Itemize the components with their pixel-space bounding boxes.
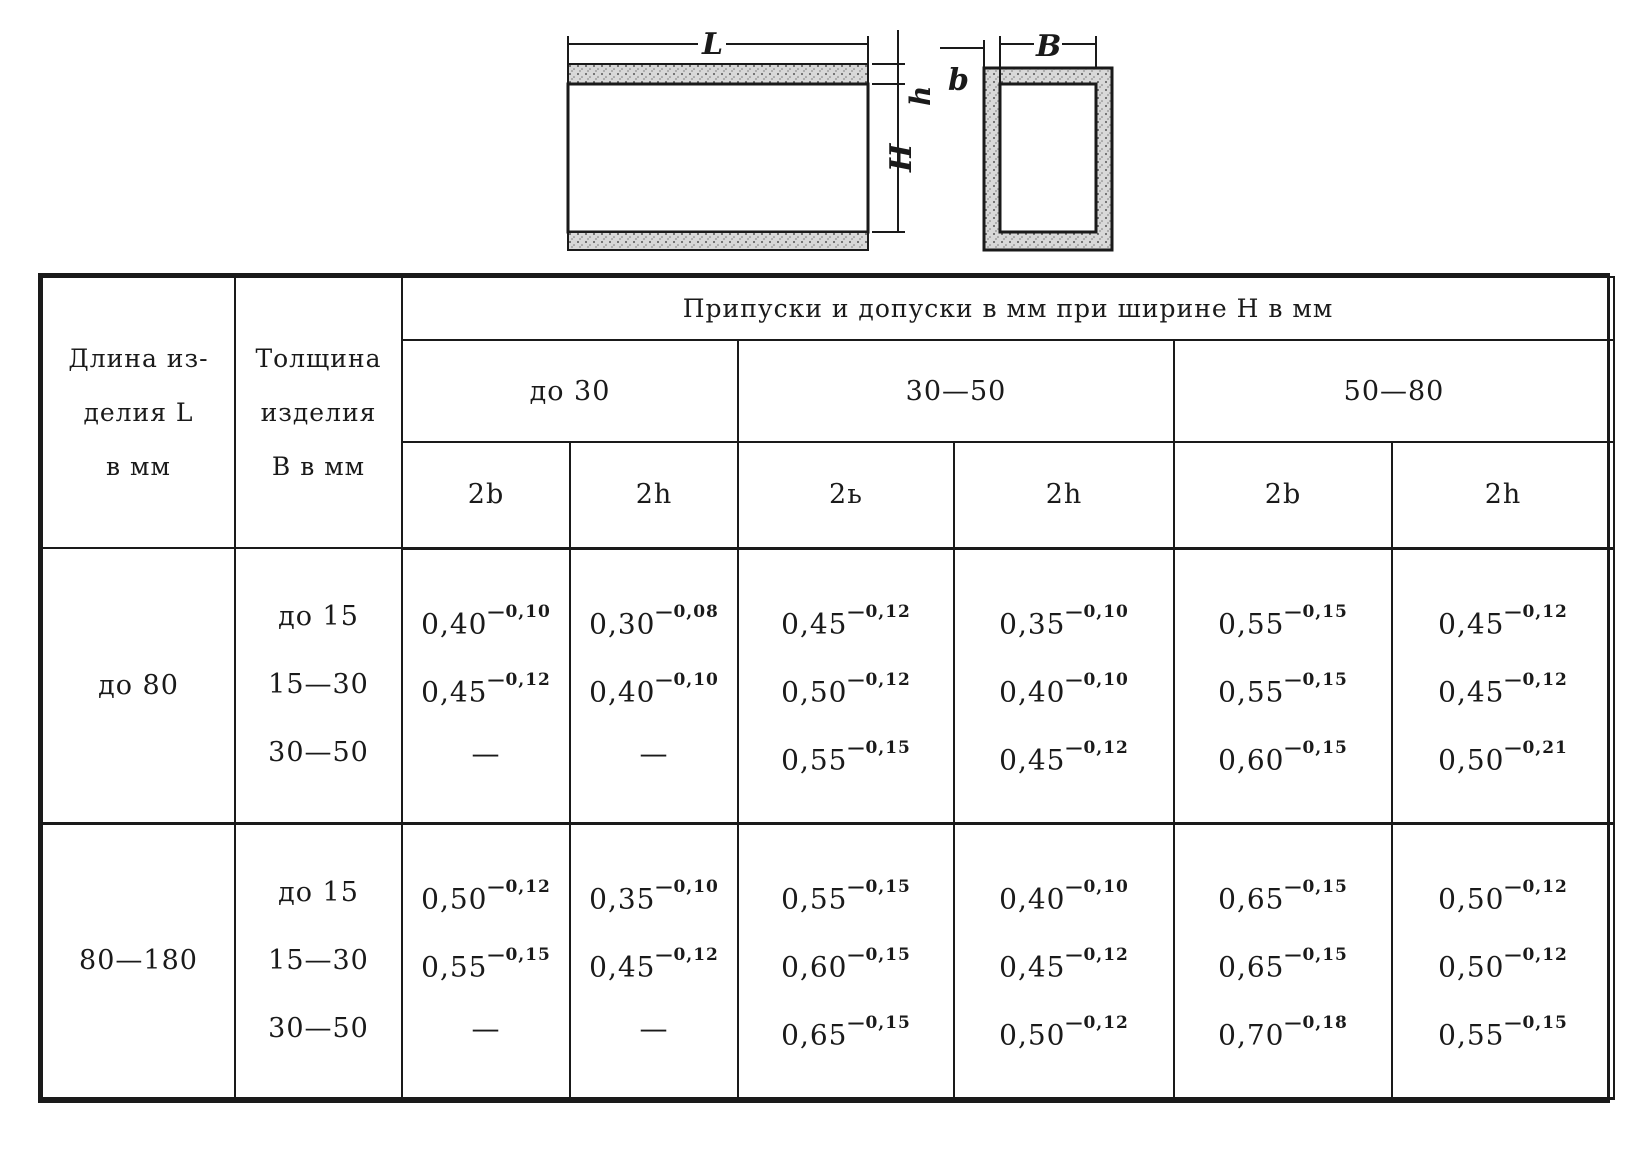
tolerance-superscript: —0,10 <box>655 669 719 690</box>
label-B: B <box>1036 29 1062 64</box>
allowance-value <box>1175 927 1391 995</box>
allowance-nominal: — <box>639 1011 669 1045</box>
allowance-nominal: 0,45 <box>421 675 488 709</box>
value-cell <box>402 823 570 1098</box>
value-cell <box>954 548 1174 823</box>
tolerance-superscript: —0,15 <box>1284 601 1348 622</box>
allowance-value <box>739 859 953 927</box>
allowance-nominal: 0,55 <box>781 743 848 777</box>
allowance-value <box>739 584 953 652</box>
allowance-value <box>1393 995 1613 1063</box>
header-thickness-line-3: B в мм <box>271 451 366 481</box>
allowance-value <box>571 927 737 995</box>
header-thickness <box>235 277 402 548</box>
allowance-nominal: 0,50 <box>999 1018 1066 1052</box>
tolerance-superscript: —0,12 <box>655 944 719 965</box>
allowance-value <box>1175 995 1391 1063</box>
thickness-cell <box>235 548 402 823</box>
thickness-cell <box>235 823 402 1098</box>
table-body <box>42 548 1614 1098</box>
header-length-line-1: Длина из- <box>68 343 209 373</box>
allowance-nominal: 0,60 <box>781 950 848 984</box>
allowance-nominal: 0,40 <box>589 675 656 709</box>
tolerance-superscript: —0,15 <box>847 1012 911 1033</box>
value-cell <box>402 548 570 823</box>
allowance-nominal: 0,55 <box>421 950 488 984</box>
allowance-value <box>1393 720 1613 788</box>
thickness-value: 15—30 <box>268 669 369 701</box>
allowance-nominal: 0,65 <box>1218 950 1285 984</box>
allowance-value <box>1175 720 1391 788</box>
allowance-value <box>403 720 569 788</box>
value-cell <box>1392 823 1614 1098</box>
tolerance-superscript: —0,10 <box>655 876 719 897</box>
tolerance-superscript: —0,15 <box>847 876 911 897</box>
tolerance-superscript: —0,12 <box>487 876 551 897</box>
thickness-value: 30—50 <box>268 737 369 769</box>
value-cell <box>1174 548 1392 823</box>
tolerance-superscript: —0,18 <box>1284 1012 1348 1033</box>
tolerance-superscript: —0,12 <box>847 669 911 690</box>
value-cell <box>570 548 738 823</box>
tolerance-superscript: —0,12 <box>847 601 911 622</box>
allowance-nominal: 0,45 <box>1438 675 1505 709</box>
sub-col-3: 2ь <box>738 442 954 548</box>
allowance-value <box>1393 584 1613 652</box>
allowance-value <box>571 995 737 1063</box>
allowance-nominal: 0,50 <box>1438 743 1505 777</box>
allowance-value <box>403 584 569 652</box>
front-view <box>568 27 937 250</box>
value-cell <box>1392 548 1614 823</box>
thickness-value: 30—50 <box>268 1012 369 1044</box>
header-title: Припуски и допуски в мм при ширине H в мм <box>402 277 1614 340</box>
allowance-value <box>1393 859 1613 927</box>
allowance-nominal: 0,55 <box>1218 675 1285 709</box>
header-length-line-2: делия L <box>83 397 194 427</box>
width-range-2: 30—50 <box>738 340 1174 442</box>
tolerance-superscript: —0,08 <box>655 601 719 622</box>
sub-col-4: 2h <box>954 442 1174 548</box>
value-cell <box>570 823 738 1098</box>
allowance-nominal: 0,45 <box>999 743 1066 777</box>
allowance-nominal: — <box>471 1011 501 1045</box>
sub-col-5: 2b <box>1174 442 1392 548</box>
allowance-value <box>739 995 953 1063</box>
tolerance-superscript: —0,12 <box>1065 737 1129 758</box>
value-cell <box>738 548 954 823</box>
label-L: L <box>702 27 724 62</box>
thickness-value: до 15 <box>278 601 359 633</box>
allowance-nominal: 0,45 <box>781 607 848 641</box>
value-cell <box>954 823 1174 1098</box>
header-thickness-line-2: изделия <box>260 397 377 427</box>
tolerance-superscript: —0,12 <box>1504 669 1568 690</box>
table-row <box>42 823 1614 1098</box>
allowance-value <box>1175 584 1391 652</box>
thickness-value: до 15 <box>278 876 359 908</box>
allowance-value <box>739 652 953 720</box>
allowance-nominal: 0,50 <box>421 882 488 916</box>
tolerance-superscript: —0,12 <box>1504 944 1568 965</box>
allowance-nominal: 0,55 <box>781 882 848 916</box>
tolerance-superscript: —0,15 <box>1284 737 1348 758</box>
allowance-value <box>1393 927 1613 995</box>
allowance-nominal: 0,55 <box>1218 607 1285 641</box>
tolerance-superscript: —0,12 <box>487 669 551 690</box>
tolerance-superscript: —0,12 <box>1065 1012 1129 1033</box>
tolerance-superscript: —0,12 <box>1065 944 1129 965</box>
header-length-line-3: в мм <box>106 451 171 481</box>
table-row <box>42 548 1614 823</box>
allowance-value <box>955 652 1173 720</box>
part-diagram <box>0 0 1638 270</box>
tolerance-table <box>38 273 1610 1103</box>
label-H: H <box>884 143 919 172</box>
allowance-nominal: 0,40 <box>421 607 488 641</box>
label-h: h <box>904 85 937 106</box>
allowance-nominal: 0,45 <box>1438 607 1505 641</box>
allowance-value <box>739 720 953 788</box>
sub-col-1: 2b <box>402 442 570 548</box>
allowance-value <box>955 720 1173 788</box>
tolerance-superscript: —0,15 <box>487 944 551 965</box>
tolerance-superscript: —0,12 <box>1504 601 1568 622</box>
allowance-value <box>571 720 737 788</box>
sub-col-2: 2h <box>570 442 738 548</box>
allowance-value <box>403 927 569 995</box>
tolerance-superscript: —0,15 <box>847 944 911 965</box>
tolerance-superscript: —0,10 <box>1065 601 1129 622</box>
allowance-nominal: 0,35 <box>589 882 656 916</box>
allowance-value <box>955 995 1173 1063</box>
sub-col-6: 2h <box>1392 442 1614 548</box>
allowance-nominal: 0,50 <box>1438 882 1505 916</box>
allowance-value <box>955 584 1173 652</box>
width-range-1: до 30 <box>402 340 738 442</box>
tolerance-superscript: —0,15 <box>1504 1012 1568 1033</box>
allowance-nominal: 0,40 <box>999 675 1066 709</box>
side-view <box>940 28 1112 250</box>
allowance-nominal: — <box>639 736 669 770</box>
allowance-value <box>403 859 569 927</box>
tolerance-superscript: —0,15 <box>1284 944 1348 965</box>
tolerance-superscript: —0,10 <box>487 601 551 622</box>
allowance-value <box>1393 652 1613 720</box>
allowance-nominal: 0,50 <box>781 675 848 709</box>
tolerance-superscript: —0,21 <box>1504 737 1568 758</box>
allowance-value <box>739 927 953 995</box>
thickness-value: 15—30 <box>268 944 369 976</box>
allowance-nominal: — <box>471 736 501 770</box>
header-length <box>42 277 235 548</box>
length-cell: 80—180 <box>42 823 235 1098</box>
allowance-value <box>955 859 1173 927</box>
allowance-value <box>955 927 1173 995</box>
allowance-value <box>1175 652 1391 720</box>
header-thickness-line-1: Толщина <box>255 343 382 373</box>
allowance-nominal: 0,55 <box>1438 1018 1505 1052</box>
allowance-value <box>1175 859 1391 927</box>
allowance-value <box>403 995 569 1063</box>
tolerance-superscript: —0,15 <box>847 737 911 758</box>
allowance-nominal: 0,45 <box>589 950 656 984</box>
label-b: b <box>948 63 969 98</box>
allowance-nominal: 0,50 <box>1438 950 1505 984</box>
tolerance-superscript: —0,12 <box>1504 876 1568 897</box>
tolerance-superscript: —0,15 <box>1284 669 1348 690</box>
length-cell: до 80 <box>42 548 235 823</box>
allowance-value <box>571 652 737 720</box>
allowance-nominal: 0,65 <box>1218 882 1285 916</box>
allowance-nominal: 0,35 <box>999 607 1066 641</box>
allowance-nominal: 0,30 <box>589 607 656 641</box>
tolerance-superscript: —0,15 <box>1284 876 1348 897</box>
allowance-value <box>571 859 737 927</box>
value-cell <box>1174 823 1392 1098</box>
value-cell <box>738 823 954 1098</box>
allowance-nominal: 0,45 <box>999 950 1066 984</box>
allowance-value <box>403 652 569 720</box>
tolerance-superscript: —0,10 <box>1065 876 1129 897</box>
allowance-value <box>571 584 737 652</box>
allowance-nominal: 0,65 <box>781 1018 848 1052</box>
allowance-nominal: 0,40 <box>999 882 1066 916</box>
allowance-nominal: 0,70 <box>1218 1018 1285 1052</box>
width-range-3: 50—80 <box>1174 340 1614 442</box>
allowance-nominal: 0,60 <box>1218 743 1285 777</box>
tolerance-superscript: —0,10 <box>1065 669 1129 690</box>
